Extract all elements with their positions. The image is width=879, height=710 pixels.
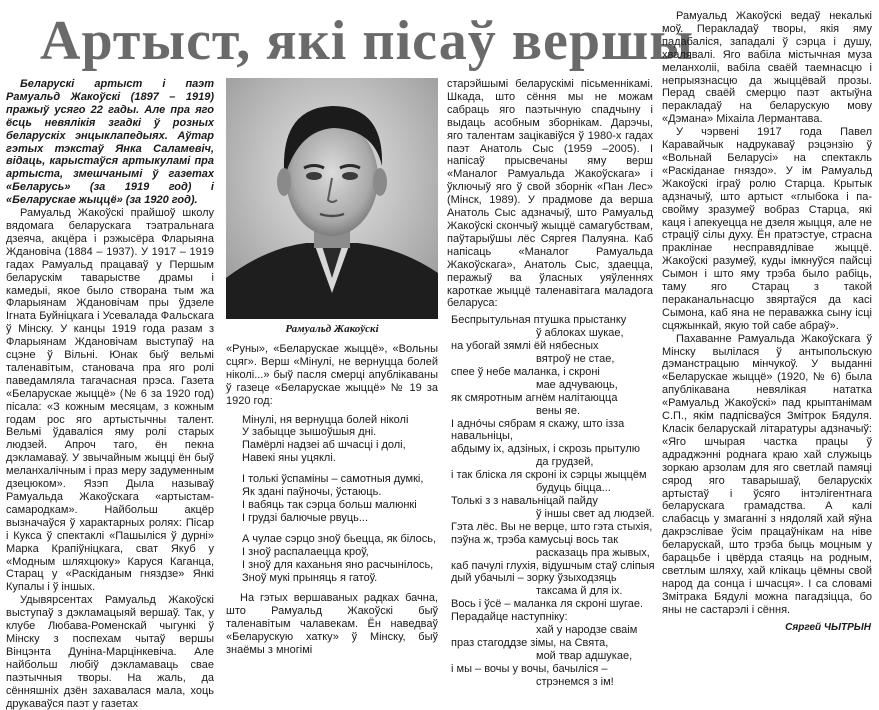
portrait-image [226,78,438,319]
poem-line: і мы – вочы у вочы, бачыліся – [451,662,608,675]
column-3 [447,78,653,689]
body-paragraph: Удывярсентах Рамуальд Жакоўскі выступаў з дэкламацыяй вершаў. Так, у клубе Любава-Роменскай чыгункі ў Мінску з поспехам чытаў вершы Вінцэнта Дуніна-Марцінкевіча. Але найбольш любіў дэкламаваць свае паэтычныя творы. На жаль, да сённяшніх дзён захавалася мала, хоць друкаваўся паэт у газетах [6,594,214,710]
body-paragraph: «Руны», «Беларускае жыццё», «Вольны сцяг». Верш «Мінулі, не вернуцца болей ніколі...» быў пасля смерці апублікаваны ў газеце «Беларускае жыццё» № 19 за 1920 год: [226,343,438,407]
poem-line: праз стагоддзе зімы, на Свята, [451,636,609,649]
poem-line: І грудзі балючые рвуць... [242,511,369,524]
poem-line: А чулае сэрцо зноў бьецца, як білось, [242,532,437,545]
poem-line: да грудзей, [536,456,594,469]
poem-stanza [242,414,438,466]
poem-stanza [242,473,438,525]
poem-line: вены яе. [536,404,581,417]
poem-line: І адно́чы сябрам я скажу, што ізза [451,417,625,430]
poem-line: абдыму іх, адзіных, і скрозь прытулю [451,443,640,456]
headline: Артыст, які пісаў вершы [40,10,694,72]
poem-line: Гэта лёс. Вы не верце, што гэта стыхія, [451,520,653,533]
poem-line: вятроў не стае, [536,353,615,366]
poem-line: Вось і ўсё – маланка ля скроні шугае. [451,598,644,611]
poem-line: каб пачулі глухія, відушчым стаў сліпыя [451,559,655,572]
poem-1 [242,414,438,585]
poem-line: І зноў распалаецца кроў, [242,545,369,558]
poem-line: мой твар адшукае, [536,649,633,662]
poem-line: дый убачылі – зорку ўзыходзяць [451,572,617,585]
poem-line: пэўна ж, трэба камусьці вось так [451,533,619,546]
poem-line: як смяротным агнём налітаюцца [451,391,618,404]
body-paragraph: Пахаванне Рамуальда Жакоўскага ў Мінску вылілася ў антыпольскую дэманстрацыю мінчукоў. У выданні «Беларускае жыццё» (1920, № 6) была апублікавана невялікая нататка «Рамуальд Жакоўскі» пад крыптанімам С.П., якім падпісваўся Змітрок Бядуля. Класік беларускай літаратуры адзначыў: «Яго шчырая частка працы ў адраджэнні роднага краю хай служыць зоркаю арзолам для яго светлай памяці сярод яго таварышаў, беларускіх артыстаў і ўсяго інтэлігентнага беларускага грамадства. А калі слабасць у змаганні з нядоляй хай яўна дакрэслівае ўсім працаўнікам на ніве беларускай, што трэба быць моцным у барацьбе і цвёрда стаяць на родным, светлым шляху, хай клікаць цёмны свой народ да сонца і шчасця». І са словамі Змітрака Бядулі можна пагадзіцца, бо яны не састарэлі і сёння. [662,332,872,616]
photo-caption: Рамуальд Жакоўскі [285,323,379,335]
poem-line: І толькі ўспаміны – самотныя думкі, [242,473,424,486]
poem-line: Як здані паўночы, ўстаюць. [242,486,382,499]
poem-line: У забыцце зышоўшыя дні. [242,426,377,439]
column-4 [662,10,872,617]
poem-line: Мінулі, ня вернуцца болей ніколі [242,413,409,426]
author-signature: Сяргей ЧЫТРЫН [785,622,871,633]
poem-line: ў аблоках шукае, [536,327,624,340]
poem-line: спее ў небе маланка, і скроні [451,365,600,378]
column-2 [226,343,438,657]
poem-line: на убогай зямлі ёй нябесных [451,340,599,353]
poem-line: стрэнемся з ім! [536,675,614,688]
poem-line: І зноў для каханьня яно расчынілось, [242,558,434,571]
body-paragraph: Рамуальд Жакоўскі ведаў некалькі моў. Перакладаў творы, якія яму падабаліся, западалі ў сэрца і душу, хвалявалі. Яго вабіла містычная муза меланхоліі, вабіла сваёй таемнасцю і непрыязнасцю да жыццёвай прозы. Перад сваёй смерцю паэт актыўна перакладаў на беларускую мову «Дэмана» Міхаіла Лермантава. [662,10,872,126]
poem-line: мае адчуваюць, [536,378,618,391]
lead-paragraph: Беларускі артыст і паэт Рамуальд Жакоўскі (1897 – 1919) пражыў усяго 22 гады. Але пра яго ёсць невялікія згадкі ў розных беларускіх энцыклапедыях. Аўтар гэтых тэкстаў Янка Саламевіч, відаць, карыстаўся артыкуламі пра артыста, змешчанымі ў газетах «Беларусь» (за 1919 год) і «Беларускае жыццё» (за 1920 год). [6,78,214,207]
poem-line: расказаць пра жывых, [536,546,650,559]
poem-line: Зноў мукі прыняць я гатоў. [242,571,378,584]
poem-line: ў іншы свет ад людзей. [536,507,655,520]
poem-line: навальніцы, [451,430,513,443]
column-1 [6,78,214,710]
poem-line: І вабяць так сэрца больш малюнкі [242,498,417,511]
poem-line: Толькі з з навальніцай пайду [451,495,598,507]
poem-line: Перадайце наступніку: [451,611,568,624]
poem-line: будуць біцца... [536,482,611,495]
poem-line: Памёрлі надзеі аб шчасці і долі, [242,439,406,452]
poem-line: Навекі яны уцяклі. [242,452,336,465]
poem-line: Беспрытульная птушка прыстанку [451,314,627,327]
poem-stanza [242,533,438,585]
poem-line: таксама й для іх. [536,585,623,598]
body-paragraph: старэйшымі беларускімі пісьменнікамі. Шкада, што сёння мы не можам сабраць яго паэтычную спадчыну і выдаць асобным зборнікам. Дарэчы, яго талентам зацікавіўся ў 1980-х гадах паэт Анатоль Сыс (1959 –2005). І напісаў прысвечаны яму верш «Маналог Рамуальда Жакоўскага» і ўключыў яго ў свой зборнік «Пан Лес» (Мінск, 1989). У прадмове да верша Анатоль Сыс адзначыў, што Рамуальд Жакоўскі скончыў жыццё самагубствам, паўтарыўшы лёс Сяргея Палуяна. Каб напісаць «Маналог Рамуальда Жакоўскага», Анатоль Сыс, здаецца, перажыў ва ўласных уяўленнях кароткае жыццё таленавітага маладога беларуса: [447,78,653,310]
body-paragraph: Рамуальд Жакоўскі прайшоў школу вядомага беларускага тэатральнага дзеяча, акцёра і рэжысёра Фларыяна Ждановіча (1884 – 1937). У 1917 – 1919 гадах Рамуальд працаваў у Першым беларускім таварыстве драмы і камедыі, якое было створана тым жа Фларыянам Ждановічам пры ўдзеле Ігната Буйніцкага і Усевалада Фальскага ў Мінску. У канцы 1919 года разам з Фларыянам Ждановічам выступаў на сцэне ў Вільні. Юнак быў вельмі таленавітым, становача пра яго ролі паведамляла тагачасная прэса. Газета «Беларускае жыццё» (№ 6 за 1920 год) пісала: «З кожным месяцам, з кожным годам рос яго артыстычны талент. Вельмі ўдаваліся яму ролі старых людзей. Апроч таго, ён пекна дэкламаваў. У звычайным жыцці ён быў меланхалічным і праз меру задуменным дзецюком». Язэп Дыла называў Рамуальда Жакоўскага «артыстам-самародкам». Найбольш акцёр вызначаўся ў характарных ролях: Пісар і Кукса ў спектаклі «Пашыліся ў дурні» Марка Крапіўніцкага, сват Якуб у «Модным шляхцюку» Каруся Каганца, Старац у «Раскіданым гняздзе» Янкі Купалы і ў іншых. [6,207,214,594]
poem-line: і так бліска ля скроні іх сэрцы жыццём [451,469,647,482]
poem-2 [451,314,653,688]
portrait-photo [226,78,438,319]
poem-line: хай у народзе сваім [536,624,638,637]
body-paragraph: У чэрвені 1917 года Павел Каравайчык надрукаваў рэцэнзію ў «Вольнай Беларусі» на спектакль «Раскіданае гняздо». У ім Рамуальд Жакоўскі іграў ролю Старца. Крытык адзначыў, што артыст «глыбока і па-свойму зразумеў вобраз Старца, які каця і апекуецца не дзеля жыцця, але не страціў сілы духу. Ён пратэстуе, страсна праклінае несправядлівае жыццё. Жакоўскі разумеў, куды імкнуўся пайсці Сымон і што яму трэба было рабіць, таму яго Старац з такой пераканальнасцю звяртаўся да касі Сымона, каб яна не пераважка сыну ісці сцяжынкай, якую той сабе абраў». [662,126,872,332]
body-paragraph: На гэтых вершаваных радках бачна, што Рамуальд Жакоўскі быў таленавітым чалавекам. Ён наведваў «Беларускую хатку» ў Мінску, быў знаёмы з многімі [226,592,438,657]
